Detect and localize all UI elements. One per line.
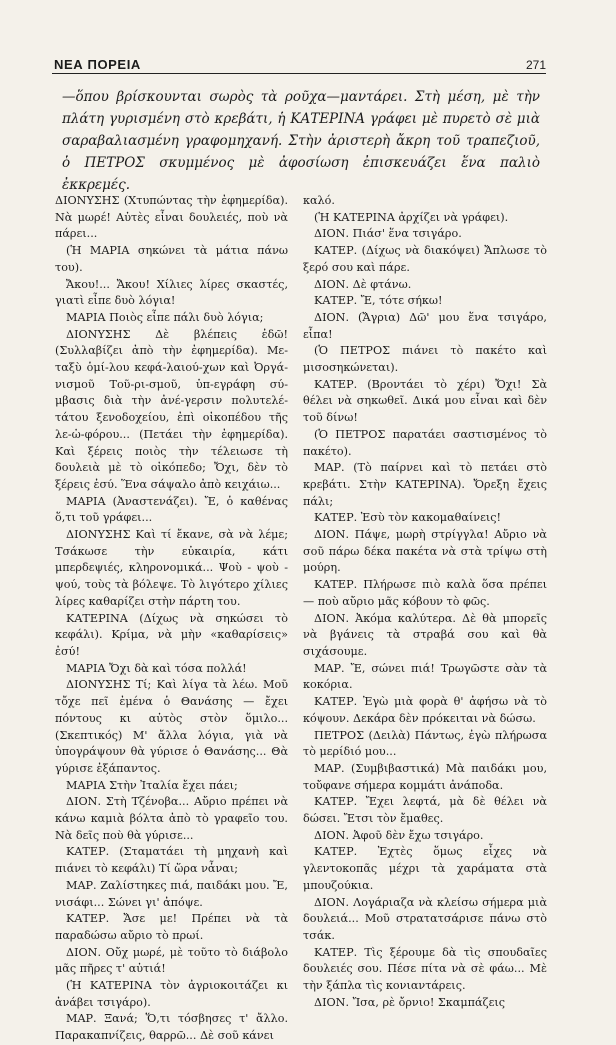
paragraph: ΔΙΟΝ. (Ἄγρια) Δῶ' μου ἕνα τσιγάρο, εἶπα! — [303, 310, 547, 341]
text-column-left — [55, 193, 288, 1045]
paragraph: ΚΑΤΕΡ. Ἔ, τότε σήκω! — [314, 294, 443, 308]
paragraph: ΠΕΤΡΟΣ (Δειλὰ) Πάντως, ἐγὼ πλήρωσα τὸ μερίδιό μου... — [303, 728, 547, 759]
paragraph: ΔΙΟΝ. Ἀκόμα καλύτερα. Δὲ θὰ μπορεῖς νὰ βγάνεις τὰ στραβά σου καὶ θὰ σιχάσουμε. — [303, 611, 547, 658]
paragraph: ΚΑΤΕΡ. (Σταματάει τὴ μηχανὴ καὶ πιάνει τὸ κεφάλι) Τί ὥρα νἆναι; — [55, 845, 288, 876]
journal-title: ΝΕΑ ΠΟΡΕΙΑ — [54, 57, 141, 72]
paragraph: Ἄκου!... Ἄκου! Χίλιες λίρες σκαστές, γιατὶ εἶπε δυὸ λόγια! — [55, 277, 288, 308]
paragraph: ΔΙΟΝΥΣΗΣ Δὲ βλέπεις ἐδῶ! (Συλλαβίζει ἀπὸ τὴν ἐφημερίδα). Με-ταξὺ ὁμί-λου κεφά-λαιού-χων καὶ Ὀργά-νισμοῦ Τοῦ-ρι-σμοῦ, ὑπ-εγράφη σύ-μβασις διὰ τὴν ἀνέ-γερσιν πολυτελέ-τάτου ξενοδοχείου, ἐπὶ οἰκοπέδου τῆς λε-ὡ-φόρου... (Πετάει τὴν ἐφημερίδα). Καὶ ξέρεις ποιὸς τὴν τέλειωσε τὴ δουλειὰ μὲ τὸ οἰκόπεδο; Ὄχι, δὲν τὸ ξέρεις ἐσύ. Ἕνα σάψαλο ἀπὸ κειχάιω... — [55, 327, 288, 491]
paragraph: ΔΙΟΝ. Πιάσ' ἕνα τσιγάρο. — [314, 227, 462, 241]
paragraph: (Ἡ ΚΑΤΕΡΙΝΑ τὸν ἀγριοκοιτάζει κι ἀνάβει τσιγάρο). — [55, 979, 288, 1009]
running-header — [54, 50, 546, 72]
paragraph: (Ὁ ΠΕΤΡΟΣ παρατάει σαστισμένος τὸ πακέτο). — [303, 427, 547, 458]
paragraph: ΚΑΤΕΡ. (Δίχως νὰ διακόψει) Ἄπλωσε τὸ ξερό σου καὶ πάρε. — [303, 244, 547, 274]
paragraph: ΚΑΤΕΡ. (Βροντάει τὸ χέρι) Ὄχι! Σὰ θέλει νὰ σηκωθεῖ. Δικά μου εἶναι καὶ δὲν τοῦ δίνω! — [303, 377, 547, 425]
paragraph: ΚΑΤΕΡ. Ἐσὺ τὸν κακομαθαίνεις! — [314, 511, 502, 525]
stage-direction-intro: —ὅπου βρίσκουνται σωρὸς τὰ ροῦχα—μαντάρει. Στὴ μέση, μὲ τὴν πλάτη γυρισμένη στὸ κρεβάτι, ἡ ΚΑΤΕΡΙΝΑ γράφει μὲ πυρετὸ σὲ μιὰ σαραβαλιασμένη γραφομηχανή. Στὴν ἀριστερὴ ἄκρη τοῦ τραπεζιοῦ, ὁ ΠΕΤΡΟΣ σκυμμένος μὲ ἀφοσίωση ἐπισκευάζει ἕνα παλιὸ ἐκκρεμές. — [62, 89, 540, 193]
paragraph: ΔΙΟΝ. Δὲ φτάνω. — [314, 277, 412, 291]
page-number: 271 — [525, 58, 546, 72]
paragraph: (Ὁ ΠΕΤΡΟΣ πιάνει τὸ πακέτο καὶ μισοσηκώνεται). — [303, 344, 547, 375]
paragraph: ΚΑΤΕΡ. Ἐχτὲς ὅμως εἶχες νὰ γλεντοκοπᾶς μέχρι τὰ χαράματα στὰ μπουζούκια. — [303, 845, 547, 892]
paragraph: ΜΑΡ. Ξανά; Ὅ,τι τόσβησες τ' ἄλλο. Παρακαπνίζεις, θαρρῶ... Δὲ σοῦ κάνει — [55, 1012, 288, 1043]
paragraph: ΔΙΟΝ. Πάψε, μωρὴ στρίγγλα! Αὔριο νὰ σοῦ πάρω δέκα πακέτα νὰ στὰ τρίψω στὴ μούρη. — [303, 528, 547, 575]
paragraph: ΚΑΤΕΡ. Τὶς ξέρουμε δὰ τὶς σπουδαῖες δουλειές σου. Πέσε πίτα νὰ σὲ φάω... Μὲ τὴν ξάπλα τὶς κονιαντάρεις. — [303, 945, 547, 993]
paragraph: ΔΙΟΝΥΣΗΣ Καὶ τί ἔκανε, σὰ νὰ λέμε; Τσάκωσε τὴν εὐκαιρία, κάτι μπερδεψιές, κληρονομικά... Ψοὺ - ψοὺ - ψού, τοὺς τὰ βόλεψε. Τὸ λιγότερο χίλιες λίρες καθαρίζει στὴν πάρτη του. — [55, 528, 288, 608]
paragraph: ΚΑΤΕΡ. Ἄσε με! Πρέπει νὰ τὰ παραδώσω αὔριο τὸ πρωί. — [55, 912, 288, 942]
paragraph: ΚΑΤΕΡΙΝΑ (Δίχως νὰ σηκώσει τὸ κεφάλι). Κρίμα, νὰ μὴν «καθαρίσεις» ἐσύ! — [55, 611, 288, 658]
paragraph: ΚΑΤΕΡ. Ἐγὼ μιὰ φορὰ θ' ἀφήσω νὰ τὸ κόψουν. Δεκάρα δὲν πρόκειται νὰ δώσω. — [303, 695, 547, 725]
paragraph: ΜΑΡΙΑ Στὴν Ἰταλία ἔχει πάει; — [66, 778, 238, 792]
paragraph: ΔΙΟΝ. Οὔχ μωρέ, μὲ τοῦτο τὸ διάβολο μᾶς πῆρες τ' αὐτιά! — [55, 945, 288, 976]
paragraph: (Ἡ ΚΑΤΕΡΙΝΑ ἀρχίζει νὰ γράφει). — [314, 210, 509, 224]
paragraph: ΔΙΟΝΥΣΗΣ Τί; Καὶ λίγα τὰ λέω. Μοῦ τὄχε πεῖ ἐμένα ὁ Θανάσης — ἔχει πόντους κι αὐτὸς στὸν ὅμιλο... (Σκεπτικός) Μ' ἄλλα λόγια, γιὰ νὰ ὑπογράψουν θὰ γύρισε ὁ Θανάσης... Θὰ γύρισε ἐξάπαντος. — [55, 678, 288, 775]
header-rule — [52, 73, 546, 74]
paragraph: καλό. — [303, 194, 335, 207]
paragraph: ΜΑΡΙΑ Ποιὸς εἶπε πάλι δυὸ λόγια; — [66, 310, 264, 324]
paragraph: ΔΙΟΝ. Λογάριαζα νὰ κλείσω σήμερα μιὰ δουλειά... Μοῦ στρατατσάρισε πάνω στὸ τσάκ. — [303, 895, 547, 942]
paragraph: ΔΙΟΝ. Ἴσα, ρὲ ὄρνιο! Σκαμπάζεις — [314, 995, 506, 1009]
paragraph: ΜΑΡ. Ἔ, σώνει πιά! Τρωγῶστε σὰν τὰ κοκόρια. — [303, 661, 547, 692]
text-column-right — [303, 193, 547, 1011]
paragraph: ΜΑΡ. (Τὸ παίρνει καὶ τὸ πετάει στὸ κρεβάτι. Στὴν ΚΑΤΕΡΙΝΑ). Ὄρεξη ἔχεις πάλι; — [303, 461, 547, 508]
paragraph: ΚΑΤΕΡ. Ἔχει λεφτά, μὰ δὲ θέλει νὰ δώσει. Ἔτσι τὸν ἔμαθες. — [303, 795, 547, 826]
paragraph: ΔΙΟΝ. Ἀφοῦ δὲν ἔχω τσιγάρο. — [314, 828, 484, 842]
paragraph: (Ἡ ΜΑΡΙΑ σηκώνει τὰ μάτια πάνω του). — [55, 244, 288, 274]
paragraph: ΔΙΟΝΥΣΗΣ (Χτυπώντας τὴν ἐφημερίδα). Νὰ μωρέ! Αὐτὲς εἶναι δουλειές, ποὺ νὰ πάρει... — [55, 194, 288, 241]
paragraph: ΔΙΟΝ. Στὴ Τζένοβα... Αὔριο πρέπει νὰ κάνω καμιὰ βόλτα ἀπὸ τὸ γραφεῖο του. Νὰ δεῖς ποὺ θὰ γύρισε... — [55, 795, 288, 842]
paragraph: ΜΑΡΙΑ (Ἀναστενάζει). Ἔ, ὁ καθένας ὅ,τι τοῦ γράφει... — [55, 494, 288, 525]
paragraph: ΚΑΤΕΡ. Πλήρωσε πιὸ καλὰ ὅσα πρέπει — ποὺ αὔριο μᾶς κόβουν τὸ φῶς. — [303, 578, 547, 608]
paragraph: ΜΑΡ. (Συμβιβαστικά) Μὰ παιδάκι μου, τοὔφανε σήμερα κομμάτι ἀνάποδα. — [303, 761, 547, 792]
paragraph: ΜΑΡΙΑ Ὄχι δὰ καὶ τόσα πολλά! — [66, 661, 247, 675]
paragraph: ΜΑΡ. Ζαλίστηκες πιά, παιδάκι μου. Ἔ, νισάφι... Σώνει γι' ἀπόψε. — [55, 878, 288, 909]
